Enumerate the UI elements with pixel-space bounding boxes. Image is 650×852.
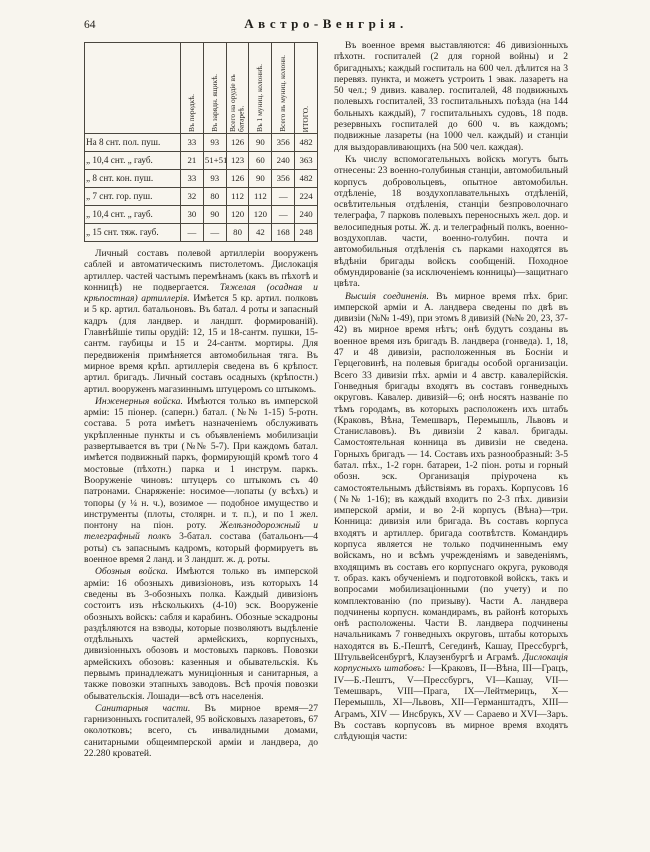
running-head (0, 0, 650, 40)
paragraph-wartime-hospitals: Въ военное время выставляются: 46 дивизіонныхъ пѣхотн. госпиталей (2 для горной войны) и 2 бригадныхъ; каждый госпиталь на 600 чел. дѣлится на 3 перевяз. пункта, и можетъ устроить 1 эвак. лазаретъ на 50 чел.; 9 дивиз. кавалер. госпиталей, 48 подвижныхъ полевыхъ госпиталей, 33 госпитальныхъ поѣзда (на 144 больныхъ каждый), 7 госпитальныхъ судовъ, 18 подв. резервныхъ госпиталей до 600 ч. въ каждомъ; подвижные лазареты (на 1000 чел. каждый) и станціи для выздоравливающихъ (на 500 чел. каждая). (334, 40, 568, 153)
page-number: 64 (84, 19, 96, 31)
table-cell: — (181, 224, 204, 242)
table-header-row (85, 43, 318, 134)
table-cell: 33 (181, 134, 204, 152)
paragraph-engineer-troops: Инженерныя войска. Имѣются только въ имперской арміи: 15 піонер. (саперн.) батал. (№№ 1-15) 5-ротн. состава. 5 рота имѣетъ назначеніемъ обслуживать укрѣпленные пункты и съ объявленіемъ мобилизаціи развертывается въ три (№№ 5-7). При каждомъ батал. имѣется подвижный паркъ, формирующій кромѣ того 4 мостовые (пѣхотн.) парка и 1 инструм. паркъ. Вооруженіе чиновъ: штуцеръ со штыкомъ съ 40 патронами. Снаряженіе: носимое—лопаты (у всѣхъ) и топоры (у ¼ н. ч.), возимое — подобное имущество и инструменты (плоты, столярн. и т. п.), и по 1 жел. понтону на піон. роту. Желѣзнодорожный и телеграфный полкъ 3-батал. состава (батальонъ—4 роты) съ запаснымъ кадромъ, который формируетъ въ военное время 2 ланд. и 3 ландшт. ж. д. роты. (84, 395, 319, 566)
paragraph-train-troops: Обозныя войска. Имѣются только въ имперской арміи: 16 обозныхъ дивизіоновъ, изъ которыхъ 14 сведены въ 3-обозныхъ полка. Каждый дивизіонъ состоитъ изъ нѣсколькихъ (4-10) эск. Вооруженіе обозныхъ войскъ: сабля и карабинъ. Обозные эскадроны раздѣляются на взводы, которые позволяютъ выдѣленіе отдѣльныхъ частей армейскихъ, корпусныхъ, дивизіонныхъ обозовъ и мостовыхъ парковъ. Повозки армейскихъ обозовъ: казенныя и обывательскія. Къ первымъ принадлежатъ муниціонныя и санитарныя, а также повозки этапныхъ заводовъ. Всѣ прочія повозки обывательскія. Лошади—всѣ отъ населенія. (84, 566, 319, 702)
table-cell: 30 (181, 206, 204, 224)
row-label: „ 8 снт. кон. пуш. (85, 170, 181, 188)
paragraph-auxiliary-troops: Къ числу вспомогательныхъ войскъ могутъ быть отнесены: 23 военно-голубиныя станціи, автомобильный корпусъ добровольцевъ, опытное автомобильн. отдѣленіе, 18 воздухоплавательныхъ отдѣленій, освѣтительныя отдѣленія, станціи безпроволочнаго телеграфа, 7 парковъ полевыхъ переносныхъ жел. дор. и велосипедныя роты. Ж. д. и телеграфный полкъ, военно-воздухоплав. части, военно-голубин. почта и автомобильныя отдѣленія съ парками находятся въ вѣдѣніи бригады войскъ сообщеній. Походное обмундированіе (за исключеніемъ конницы)—защитнаго цвѣта. (334, 153, 568, 290)
table-cell: 32 (181, 188, 204, 206)
table-cell: 224 (295, 188, 318, 206)
table-cell: 112 (249, 188, 272, 206)
table-cell: 248 (295, 224, 318, 242)
row-label: „ 10,4 снт. „ гауб. (85, 152, 181, 170)
table-cell: 93 (203, 170, 226, 188)
row-label: „ 15 снт. тяж. гауб. (85, 224, 181, 242)
table-cell: — (272, 206, 295, 224)
table-cell: 90 (203, 206, 226, 224)
table-cell: 482 (295, 134, 318, 152)
content-columns (0, 40, 650, 840)
table-row (85, 224, 318, 242)
table-cell: 90 (249, 134, 272, 152)
table-cell: — (272, 188, 295, 206)
table-cell: 120 (226, 206, 249, 224)
page-title: Австро-Венгрія. (244, 16, 408, 31)
table-cell: 126 (226, 170, 249, 188)
row-label: На 8 снт. пол. пуш. (85, 134, 181, 152)
table-cell: 120 (249, 206, 272, 224)
table-cell: 93 (203, 134, 226, 152)
table-cell: 123 (226, 152, 249, 170)
table-column-header: ИТОГО. (295, 43, 318, 134)
table-cell: — (203, 224, 226, 242)
paragraph-higher-formations: Высшія соединенія. Въ мирное время пѣх. бриг. имперской арміи и А. ландвера сведены по двѣ въ дивизіи (№№ 1-49), при этомъ 8 дивизій (№№ 20, 23, 37-42) въ мирное время нѣтъ; онѣ будутъ созданы въ военное время изъ бригадъ В. ландвера (гонведа). 1, 18, 47 и 48 дивизіи, расположенныя въ Босніи и Герцеговинѣ, на полевыя бригады особой организаціи. Всего 33 дивизіи пѣх. арміи и 4 австр. кавалерійскія. Гонведныя бригады входятъ въ составъ гонведныхъ округовъ. Кавалер. дивизій—6; онѣ носятъ названіе по тѣмъ городамъ, въ которыхъ расположенъ ихъ штабъ (Краковъ, Вѣна, Темешваръ, Перемышль, Львовъ и Станиславовъ). Въ дивизіи 2 кавал. бригады. Самостоятельная конница въ дивизіи не сведена. Горныхъ бригадъ — 14. Составъ ихъ разнообразный: 3-5 батал. пѣх., 1-2 горн. батареи, 1-2 піон. роты и горный обозн. эск. Организація пріурочена къ самостоятельнымъ дѣйствіямъ въ горахъ. Корпусовъ 16 (№№ 1-16); въ каждый входитъ по 2-3 пѣх. дивизіи имперской арміи, и во 2-й корпусъ (Вѣна)—три. Конница: дивизія или бригада. Въ составъ корпуса входятъ и артиллер. бригада соотвѣтств. Командиръ корпуса является не только подчиненнымъ ему войскамъ, но и всѣмъ учрежденіямъ и заведеніямъ, входящимъ въ составъ его корпуснаго округа, руководя т. образ. какъ обученіемъ и подготовкой войскъ, такъ и вопросами мобилизаціонными (по учету) и по комплектованію (по призыву). Части А. ландвера подчинены корпусн. командирамъ, въ районѣ которыхъ онѣ расположены. Части В. ландвера подчинены начальникамъ 7 гонведныхъ округовъ, штабы которыхъ находятся въ Б.-Пештѣ, Сегединѣ, Кашау, Прессбургѣ, Штульвейсенбургѣ, Клаузенбургѣ и Аграмѣ. Дислокація корпусныхъ штабовъ: I—Краковъ, II—Вѣна, III—Грацъ, IV—Б.-Пештъ, V—Прессбургъ, VI—Кашау, VII—Темешваръ, VIII—Прага, IX—Лейтмерицъ, X—Перемышль, XI—Львовъ, XII—Германштадтъ, XIII—Аграмъ, XIV — Инсбрукъ, XV — Сараево и XVI—Заръ. Въ составъ корпусовъ въ мирное время входятъ слѣдующія части: (334, 290, 568, 743)
paragraph-sanitary-units: Санитарныя части. Въ мирное время—27 гарнизонныхъ госпиталей, 95 войсковыхъ лазаретовъ, 67 околотковъ; всего, съ инвалидными домами, санитарными общеимперской арміи и ландвера, до 22.280 кроватей. (84, 702, 318, 760)
table-column-header: Въ зарядн. ящикѣ. (203, 43, 226, 134)
artillery-ammunition-table (84, 42, 318, 242)
table-column-header: Всего въ муниц. колонн. (272, 43, 295, 134)
table-cell: 482 (295, 170, 318, 188)
table-cell: 356 (272, 134, 295, 152)
table-cell: 90 (249, 170, 272, 188)
left-column (84, 40, 318, 840)
right-column (334, 40, 568, 840)
paragraph-artillery-personnel: Личный составъ полевой артиллеріи вооруженъ саблей и автоматическимъ пистолетомъ. Дислокація артиллер. частей частымъ перемѣнамъ (какъ въ пѣхотѣ и конницѣ) не подвергается. Тяжелая (осадная и крѣпостная) артиллерія. Имѣется 5 кр. артил. полковъ и 5 кр. артил. батальоновъ. Въ батал. 4 роты и запасный кадръ (для ландвер. и ландшт. формированій). Главнѣйшіе типы орудій: 12, 15 и 18-сантм. пушки, 15-сантм. гаубицы и 15 и 24-сантм. мортиры. Для передвиженія примѣняется автомобильная тяга. Въ мирное время крѣп. артиллерія сведена въ 6 крѣпост. артил. бригадъ. Личный составъ осадныхъ (крѣпостн.) артил. вооруженъ магазиннымъ штуцеромъ со штыкомъ. (84, 248, 318, 395)
table-cell: 363 (295, 152, 318, 170)
table-column-header: Въ 1 муниц. колоннѣ. (249, 43, 272, 134)
table-row (85, 152, 318, 170)
table-cell: 33 (181, 170, 204, 188)
table-column-header: Въ передкѣ. (181, 43, 204, 134)
table-cell: 21 (181, 152, 204, 170)
table-cell: 80 (226, 224, 249, 242)
table-cell: 51+51 (203, 152, 226, 170)
table-cell: 168 (272, 224, 295, 242)
table-row (85, 188, 318, 206)
table-row (85, 170, 318, 188)
row-label: „ 7 снт. гор. пуш. (85, 188, 181, 206)
table-column-header: Всего на орудіе въ батареѣ. (226, 43, 249, 134)
table-cell: 240 (272, 152, 295, 170)
table-cell: 240 (295, 206, 318, 224)
table-cell: 356 (272, 170, 295, 188)
table-cell: 80 (203, 188, 226, 206)
table-cell: 42 (249, 224, 272, 242)
table-cell: 126 (226, 134, 249, 152)
table-row (85, 206, 318, 224)
table-row (85, 134, 318, 152)
table-cell: 60 (249, 152, 272, 170)
table-cell: 112 (226, 188, 249, 206)
row-label: „ 10,4 снт. „ гауб. (85, 206, 181, 224)
table-corner-cell (85, 43, 181, 134)
